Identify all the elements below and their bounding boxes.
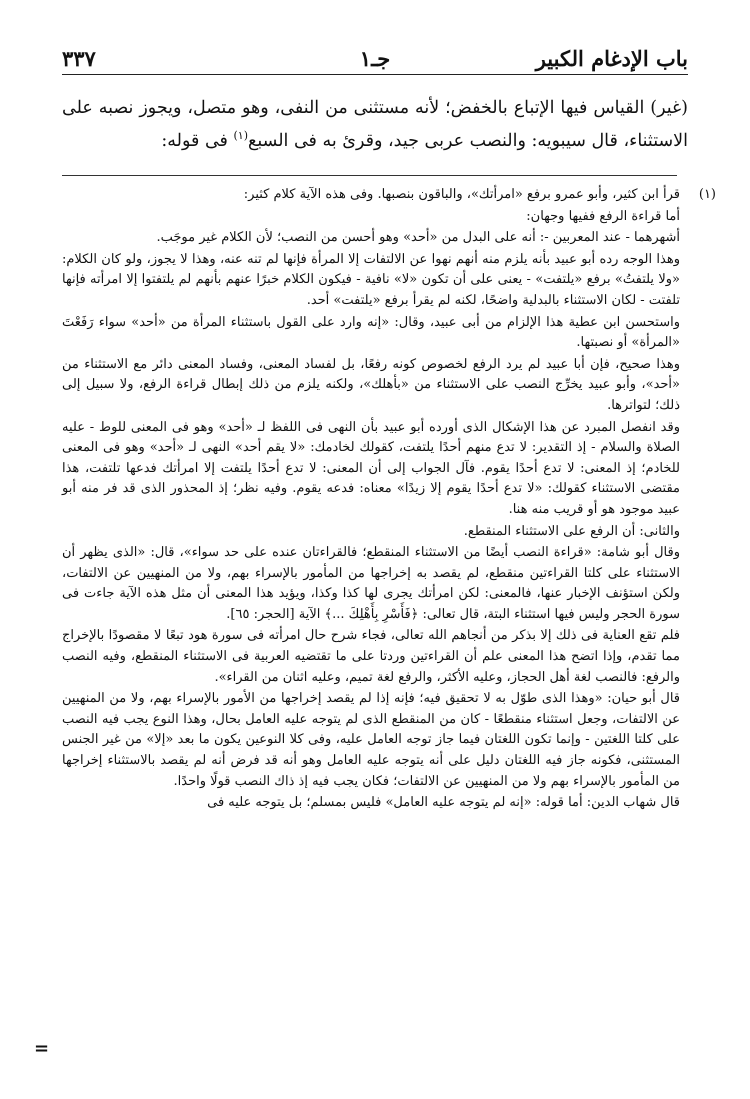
footnote-paragraph: وهذا الوجه رده أبو عبيد بأنه يلزم منه أنهم نهوا عن الالتفات إلا المرأة فإنها لم تنه عنه، وهذا لا يجوز، ولو كان الكلام: «ولا يلتفتُ» برفع «يلتفت» - يعنى على أن تكون «لا» نافية - فيكون الكلام خبرًا عنهم بأنهم لم يلتفتوا إلا امرأته فإنها تلفتت - لكان الاستثناء بالبدلية واضحًا، لكنه لم يقرأ برفع «يلتفت» أحد. <box>62 251 680 308</box>
footnote-paragraph: أما قراءة الرفع ففيها وجهان: <box>526 208 680 224</box>
footnote-paragraph: والثانى: أن الرفع على الاستثناء المنقطع. <box>463 523 680 539</box>
page-header <box>62 44 688 75</box>
footnote-paragraph: قال أبو حيان: «وهذا الذى طوّل به لا تحقيق فيه؛ فإنه إذا لم يقصد إخراجها من الأمور بالإسراء بهم، ولا من المنهيين عن الالتفات، وجعل استثناء منقطعًا - كان من المنقطع الذى لم يتوجه عليه العامل بحال، وهذا النوع يجب فيه النصب على كلتا اللغتين - وإنما تكون اللغتان فيما جاز توجه العامل عليه، وفى كلا النوعين يكون ما بعد «إلا» من غير الجنس المستثنى، فكونه جاز فيه اللغتان دليل على أنه يتوجه عليه العامل وهو أنه قد فرض أنه لم يقصد بالاستثناء إخراجها من المأمور بالإسراء بهم ولا من المنهيين عن الالتفات؛ فكان يجب فيه إذ ذاك النصب قولًا واحدًا. <box>62 691 680 789</box>
footnote-separator <box>62 175 677 176</box>
main-line-2: نصبه على الاستثناء، قال سيبويه: والنصب عربى جيد، وقرئ به فى السبع <box>62 98 688 151</box>
footnote-paragraph: فلم تقع العناية فى ذلك إلا بذكر من أنجاهم الله تعالى، فجاء شرح حال امرأته فى سورة هود تبعًا لا مقصودًا بالإخراج مما تقدم، وإذا اتضح هذا المعنى علم أن القراءتين وردتا على ما تقتضيه العربية فى الاستثناء المنقطع، وفيه النصب والرفع: فالنصب لغة أهل الحجاز، وعليه الأكثر، والرفع لغة تميم، وعليه اثنان من القراء». <box>62 628 680 685</box>
footnote-paragraph: وقال أبو شامة: «قراءة النصب أيضًا من الاستثناء المنقطع؛ فالقراءتان عنده على حد سواء»، قال: «الذى يظهر أن الاستثناء على كلتا القراءتين منقطع، لم يقصد به إخراجها من المأمور بالإسراء بهم، ولا من المنهيين عن الالتفات، ولكن استؤنف الإخبار عنها، فالمعنى: لكن امرأتك يجرى لها كذا وكذا، ويؤيد هذا المعنى أن مثل هذه الآية جاءت فى سورة الحجر وليس فيها استثناء البتة، قال تعالى: ﴿فَأَسْرِ بِأَهْلِكَ ...﴾ الآية [الحجر: ٦٥]. <box>62 545 680 622</box>
page-number: ٣٣٧ <box>62 46 96 71</box>
footnote-paragraph: وهذا صحيح، فإن أبا عبيد لم يرد الرفع لخصوص كونه رفعًا، بل لفساد المعنى، وفساد المعنى دائر مع الاستثناء من «أحد»، وأبو عبيد يخرِّج النصب على الاستثناء من «بأهلك»، ولكنه يلزم من ذلك إبطال قراءة الرفع، ولا سبيل إلى ذلك؛ لتواترها. <box>62 356 680 413</box>
footnote-paragraph: وقد انفصل المبرد عن هذا الإشكال الذى أورده أبو عبيد بأن النهى فى اللفظ لـ «أحد» وهو فى المعنى للوط - عليه الصلاة والسلام - إذ التقدير: لا تدع منهم أحدًا يلتفت، كقولك لخادمك: «لا يقم أحد» النهى لـ «أحد» وهو فى المعنى للخادم؛ إذ المعنى: لا تدع أحدًا يقوم. فآل الجواب إلى أن المعنى: لا تدع أحدًا يلتفت إلا امرأتك فدعها تلتفت، هذا مقتضى الاستثناء كقولك: «لا تدع أحدًا يقوم إلا زيدًا» معناه: فدعه يقوم. وفيه نظر؛ إذ المحذور الذى قد فر منه أبو عبيد موجود هو أو قريب منه هنا. <box>62 419 680 517</box>
main-line-1: (غير) القياس فيها الإتباع بالخفض؛ لأنه مستثنى من النفى، وهو متصل، ويجوز <box>139 98 688 118</box>
footnote-body <box>62 185 680 814</box>
footnote-paragraph: واستحسن ابن عطية هذا الإلزام من أبى عبيد، وقال: «إنه وارد على القول باستثناء المرأة من «أحد» سواء رَفَعْتَ «المرأة» أو نصبتها. <box>62 314 680 351</box>
main-line-3: فى قوله: <box>161 131 234 151</box>
footnote-number: (١) <box>698 187 716 202</box>
main-text <box>62 92 688 158</box>
footnote-paragraph: أشهرهما - عند المعربين -: أنه على البدل من «أحد» وهو أحسن من النصب؛ لأن الكلام غير موجَب. <box>156 230 680 246</box>
footnote-paragraph: قال شهاب الدين: أما قوله: «إنه لم يتوجه عليه العامل» فليس بمسلم؛ بل يتوجه عليه فى <box>207 795 680 811</box>
volume-label: جـ١ <box>359 46 391 71</box>
footnote-reference: (١) <box>233 129 248 143</box>
continuation-mark: = <box>34 1038 50 1059</box>
footnote-paragraph: قرأ ابن كثير، وأبو عمرو برفع «امرأتك»، والباقون بنصبها. وفى هذه الآية كلام كثير: <box>243 187 680 202</box>
chapter-title: باب الإدغام الكبير <box>535 46 688 71</box>
footnote <box>62 185 716 815</box>
